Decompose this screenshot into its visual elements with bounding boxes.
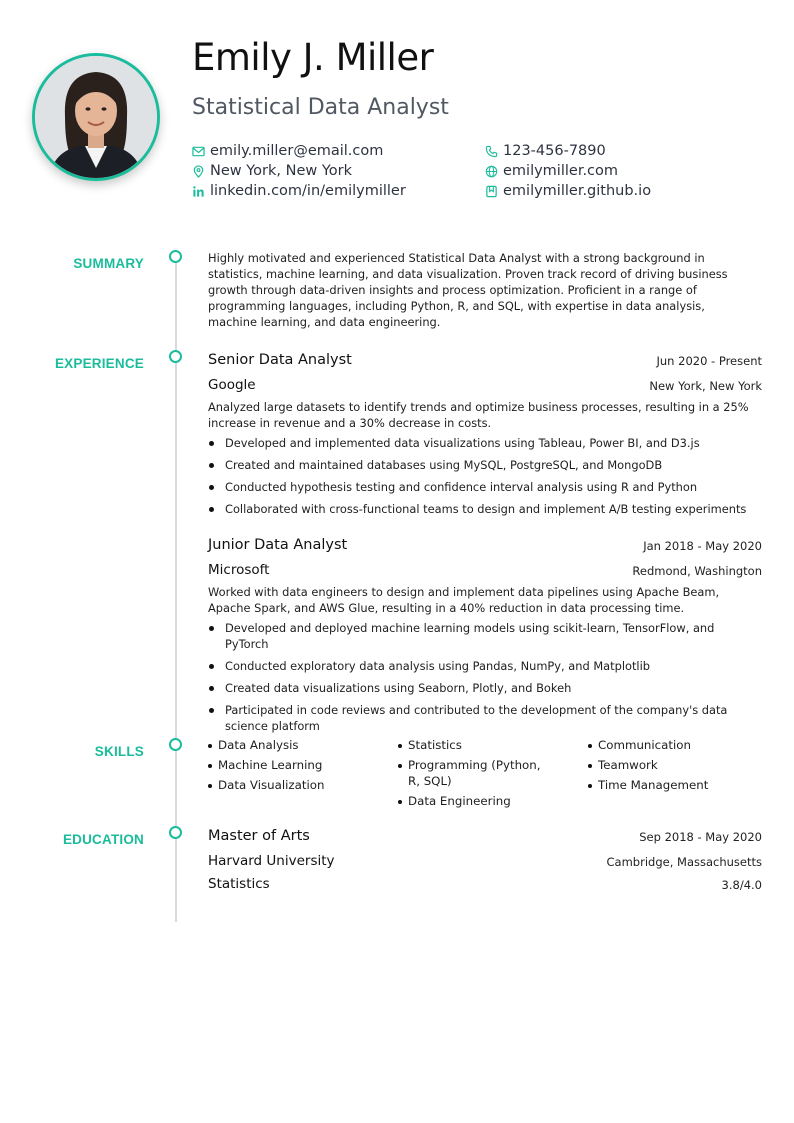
job-1-description: Analyzed large datasets to identify trends and optimize business processes, resulting in a 25% increase in revenue and a 30% decrease in costs.: [208, 400, 749, 430]
timeline-dot-education: [169, 826, 182, 839]
timeline-dot-summary: [169, 250, 182, 263]
section-label-education: EDUCATION: [62, 832, 144, 847]
bookmark-icon: [485, 185, 498, 198]
bullet-icon: [209, 708, 214, 713]
job-1-title: Senior Data Analyst: [208, 352, 352, 368]
job-1-location: New York, New York: [649, 379, 762, 393]
job-2-title: Junior Data Analyst: [208, 537, 348, 553]
github-text: emilymiller.github.io: [503, 183, 652, 199]
bullet-icon: [208, 764, 212, 768]
contact-website[interactable]: [485, 163, 618, 179]
job-2-bullets: [208, 620, 756, 740]
list-item: Conducted exploratory data analysis using Pandas, NumPy, and Matplotlib: [208, 658, 756, 674]
avatar: [32, 53, 160, 181]
skills-column-2: [398, 737, 548, 813]
phone-icon: [485, 145, 498, 158]
bullet-icon: [209, 686, 214, 691]
job-2-dates: Jan 2018 - May 2020: [643, 539, 762, 553]
candidate-name: Emily J. Miller: [192, 36, 434, 79]
skill-item: Data Analysis: [208, 737, 376, 753]
skill-item: Statistics: [398, 737, 548, 753]
job-1-dates: Jun 2020 - Present: [656, 354, 762, 368]
contact-linkedin[interactable]: [192, 183, 406, 199]
bullet-icon: [398, 744, 402, 748]
job-2-location: Redmond, Washington: [632, 564, 762, 578]
list-item: Collaborated with cross-functional teams to design and implement A/B testing experiments: [208, 501, 756, 517]
website-text: emilymiller.com: [503, 163, 619, 179]
skill-item: Teamwork: [588, 757, 756, 773]
list-item: Developed and deployed machine learning models using scikit-learn, TensorFlow, and PyTorch: [208, 620, 756, 652]
job-title-heading: Statistical Data Analyst: [192, 95, 449, 120]
contact-phone[interactable]: [485, 143, 606, 159]
phone-text: 123-456-7890: [503, 143, 606, 159]
skill-item: Programming (Python, R, SQL): [398, 757, 548, 789]
linkedin-icon: [192, 185, 205, 198]
globe-icon: [485, 165, 498, 178]
bullet-icon: [588, 764, 592, 768]
education-gpa: 3.8/4.0: [721, 878, 762, 892]
skill-item: Data Engineering: [398, 793, 548, 809]
skill-item: Machine Learning: [208, 757, 376, 773]
list-item: Created and maintained databases using MySQL, PostgreSQL, and MongoDB: [208, 457, 756, 473]
linkedin-text: linkedin.com/in/emilymiller: [210, 183, 406, 199]
bullet-icon: [208, 744, 212, 748]
section-label-experience: EXPERIENCE: [54, 356, 144, 371]
skill-item: Communication: [588, 737, 756, 753]
list-item: Developed and implemented data visualizations using Tableau, Power BI, and D3.js: [208, 435, 756, 451]
skills-column-3: [588, 737, 756, 797]
timeline-dot-skills: [169, 738, 182, 751]
mail-icon: [192, 145, 205, 158]
profile-photo: [35, 56, 157, 178]
section-label-summary: SUMMARY: [73, 256, 144, 271]
job-1-company: Google: [208, 377, 256, 393]
section-label-skills: SKILLS: [94, 744, 144, 759]
bullet-icon: [209, 664, 214, 669]
job-2-description: Worked with data engineers to design and implement data pipelines using Apache Beam, Apache Spark, and AWS Glue, resulting in a 40% reduction in data processing time.: [208, 585, 720, 615]
list-item: Created data visualizations using Seaborn, Plotly, and Bokeh: [208, 680, 756, 696]
email-text: emily.miller@email.com: [210, 143, 384, 159]
bullet-icon: [209, 507, 214, 512]
location-text: New York, New York: [210, 163, 353, 179]
bullet-icon: [209, 485, 214, 490]
bullet-icon: [209, 463, 214, 468]
skill-item: Data Visualization: [208, 777, 376, 793]
job-1-bullets: [208, 435, 756, 523]
bullet-icon: [588, 744, 592, 748]
education-field: Statistics: [208, 876, 270, 892]
contact-email[interactable]: [192, 143, 383, 159]
list-item: Conducted hypothesis testing and confidence interval analysis using R and Python: [208, 479, 756, 495]
education-degree: Master of Arts: [208, 828, 310, 844]
bullet-icon: [588, 784, 592, 788]
education-dates: Sep 2018 - May 2020: [639, 830, 762, 844]
bullet-icon: [208, 784, 212, 788]
timeline-dot-experience: [169, 350, 182, 363]
summary-text: Highly motivated and experienced Statistical Data Analyst with a strong background in statistics, machine learning, and data visualization. Proven track record of driving business growth through data-driven insights and process optimization. Proficient in a range of programming languages, including Python, R, and SQL, with expertise in data analysis, machine learning, and data engineering.: [208, 251, 728, 329]
contact-location: [192, 163, 352, 179]
bullet-icon: [398, 764, 402, 768]
job-2-company: Microsoft: [208, 562, 270, 578]
bullet-icon: [398, 800, 402, 804]
contact-github[interactable]: [485, 183, 651, 199]
skills-column-1: [208, 737, 376, 797]
list-item: Participated in code reviews and contributed to the development of the company's data science platform: [208, 702, 756, 734]
skill-item: Time Management: [588, 777, 756, 793]
education-location: Cambridge, Massachusetts: [606, 855, 762, 869]
education-school: Harvard University: [208, 853, 335, 869]
bullet-icon: [209, 626, 214, 631]
map-pin-icon: [192, 165, 205, 178]
bullet-icon: [209, 441, 214, 446]
